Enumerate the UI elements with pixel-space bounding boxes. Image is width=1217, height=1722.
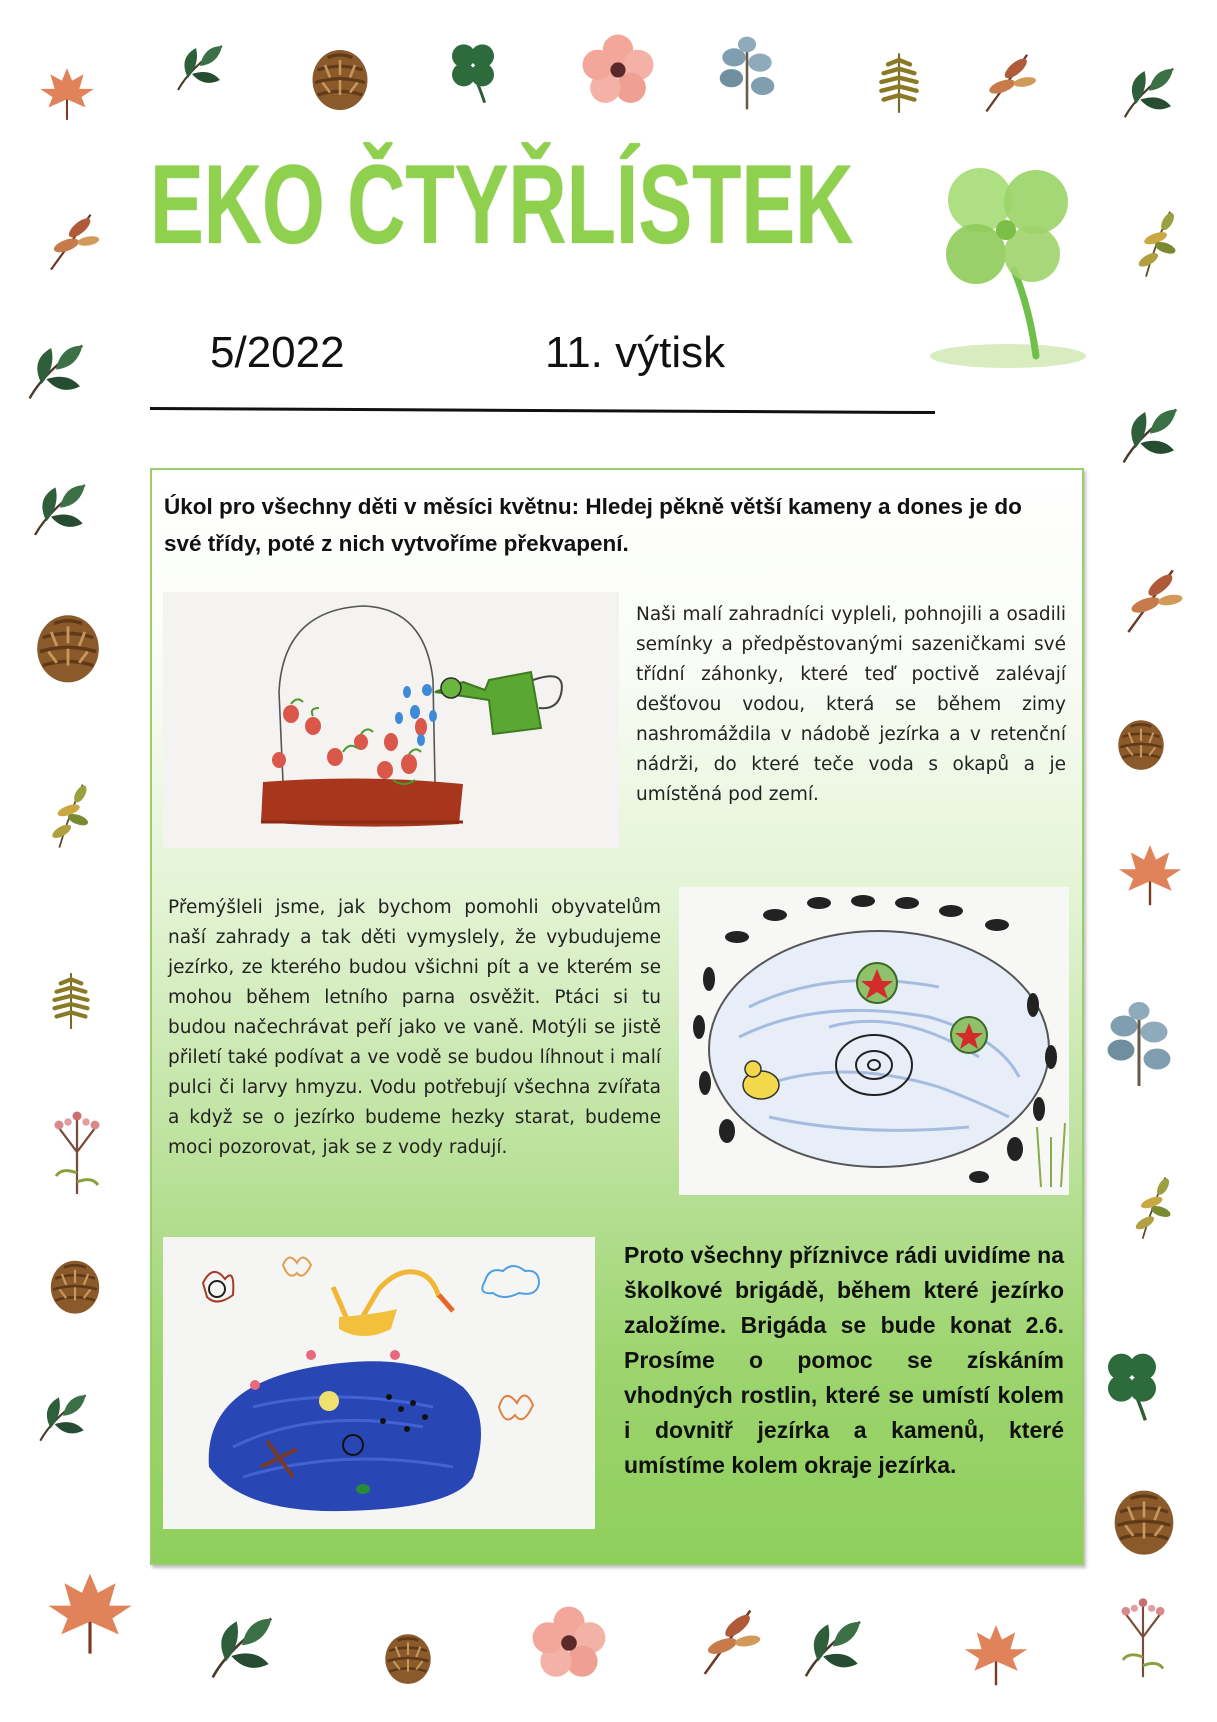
twig-icon <box>692 1586 768 1696</box>
paragraph-invitation: Proto všechny příznivce rádi uvidíme na školkové brigádě, během které jezírko založíme. Brigáda se bude konat 2.6. Prosíme o pomoc se získáním vhodných rostlin, které se umístí kolem i dovnitř jezírka a kamenů, které umístíme kolem okraje jezírka. <box>624 1242 1064 1478</box>
green-leaf-icon <box>780 1612 886 1686</box>
yellow-leaf-icon <box>1120 1148 1188 1266</box>
clover-icon <box>438 26 508 114</box>
green-leaf-icon <box>1114 380 1186 492</box>
yellow-leaf-icon <box>36 750 106 880</box>
yellow-leaf-icon <box>1122 180 1194 306</box>
clover-illustration <box>918 150 1098 372</box>
wildflower-icon <box>1100 1578 1186 1696</box>
maple-leaf-icon <box>36 48 98 138</box>
child-drawing-pond <box>679 887 1069 1195</box>
twig-icon <box>966 48 1052 116</box>
wildflower-icon <box>32 1096 122 1208</box>
pinecone-icon <box>20 1252 130 1318</box>
issue-date: 5/2022 <box>210 328 345 377</box>
flower-icon <box>528 1604 610 1682</box>
green-leaf-icon <box>20 476 100 544</box>
clover-icon <box>1092 1336 1172 1430</box>
maple-leaf-icon <box>948 1618 1044 1690</box>
pinecone-icon <box>1104 1480 1184 1560</box>
maple-leaf-icon <box>38 1564 142 1660</box>
eucalyptus-icon <box>708 28 786 118</box>
newsletter-title: EKO ČTYŘLÍSTEK <box>150 142 854 267</box>
maple-leaf-icon <box>1114 826 1186 922</box>
paragraph-garden: Naši malí zahradníci vypleli, pohnojili a osadili semínky a předpěstovanými sazeničkami své třídní záhonky, které teď poctivě zalévají dešťovou vodou, která se během zimy nashromáždila v nádobě jezírka a v retenční nádrži, do které teče voda s okapů a je umístěná pod zemí. <box>636 604 1066 805</box>
pinecone-icon <box>300 40 380 115</box>
green-leaf-icon <box>20 316 92 428</box>
green-leaf-icon <box>32 1366 94 1470</box>
pinecone-icon <box>1096 712 1186 774</box>
eucalyptus-icon <box>1094 996 1184 1092</box>
child-drawing-watering <box>163 592 619 848</box>
green-leaf-icon <box>160 38 240 98</box>
fern-icon <box>40 954 102 1046</box>
green-leaf-icon <box>1104 60 1194 126</box>
twig-icon <box>1116 558 1190 642</box>
pinecone-icon <box>26 602 110 690</box>
paragraph-pond: Přemýšleli jsme, jak bychom pomohli obyvatelům naší zahrady a tak děti vymyslely, že vybudujeme jezírko, ze kterého budou všichni pít a ve kterém se mohou během letního parna osvěžit. Ptáci si tu budou načechrávat peří jako ve vaně. Motýli se jistě přiletí také podívat a ve vodě se budou líhnout i malí pulci či larvy hmyzu. Vodu potřebují všechna zvířata a když se o jezírko budeme hezky starat, budeme moci pozorovat, jak se z vody radují. <box>168 897 661 1158</box>
green-leaf-icon <box>198 1608 286 1688</box>
twig-icon <box>40 196 106 286</box>
child-drawing-bird-pond <box>163 1237 595 1529</box>
issue-number: 11. výtisk <box>545 328 726 377</box>
pinecone-icon <box>362 1626 454 1688</box>
header-divider <box>150 407 935 414</box>
flower-icon <box>578 32 658 108</box>
task-heading: Úkol pro všechny děti v měsíci květnu: Hledej pěkně větší kameny a dones je do své třídy, poté z nich vytvoříme překvapení. <box>164 494 1022 556</box>
fern-icon <box>866 34 932 130</box>
